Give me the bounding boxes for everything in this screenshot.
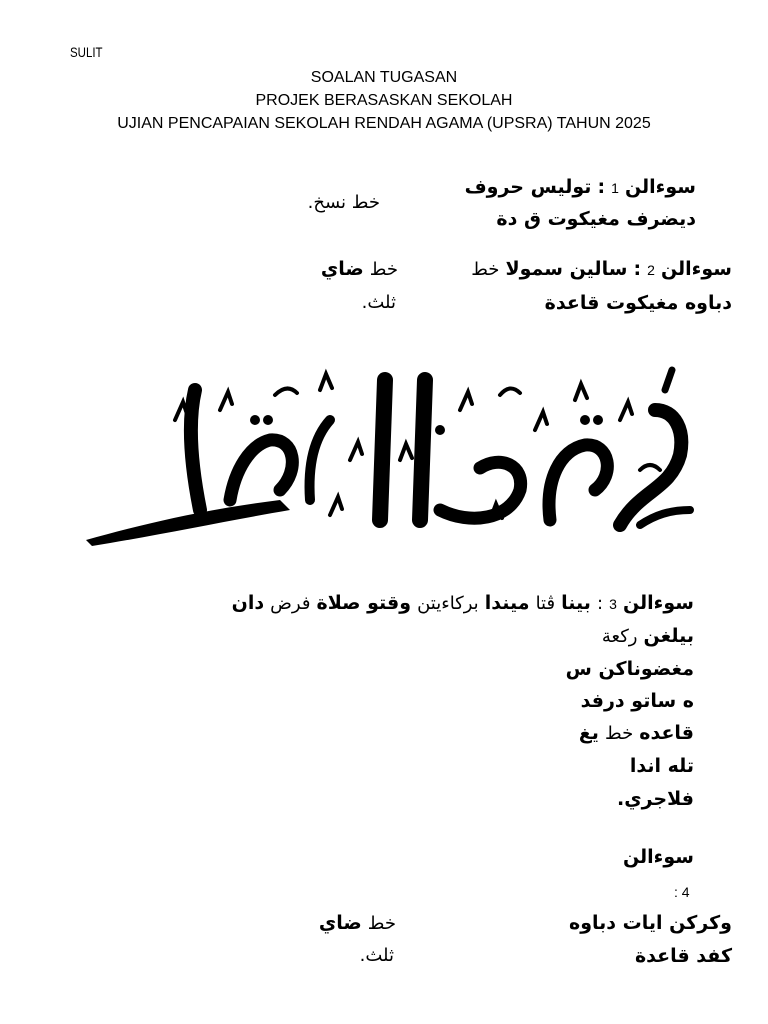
q1-line-1 xyxy=(465,176,696,198)
q3-line-5 xyxy=(579,722,694,744)
q1-line-2: ديضرف مغيكوت ق دة xyxy=(496,208,696,230)
q4-line-1: وكركن ايات دباوه xyxy=(569,912,732,934)
q2-word: سوءالن xyxy=(660,258,732,280)
q1-left-note: خط نسخ. xyxy=(307,192,380,213)
calligraphy-art xyxy=(80,350,700,560)
q3-bilangan: بيلغن xyxy=(643,625,694,647)
header-line-1: SOALAN TUGASAN xyxy=(310,69,458,86)
q3-dan: دان xyxy=(231,592,265,614)
q1-text: توليس حروف xyxy=(464,176,592,198)
q3-kaedah: قاعده xyxy=(639,722,694,744)
q2-text: سالين سمولا xyxy=(505,258,628,280)
q4-left-note-2: ثلث. xyxy=(359,945,394,966)
q3-number: 3 xyxy=(609,596,617,612)
q4-left-note-1 xyxy=(319,912,396,934)
q3-yang: يغ xyxy=(578,722,599,744)
calligraphy-surah-al-qadr xyxy=(80,350,700,560)
q4-line-2: كفد قاعدة xyxy=(634,945,732,967)
q3-rakaat: ركعة xyxy=(601,626,638,647)
q3-word: سوءالن xyxy=(622,592,694,614)
q3-cara: ڤتا xyxy=(535,593,556,614)
q3-line-4: ه ساتو درفد xyxy=(580,690,694,712)
header-line-2: PROJEK BERASASKAN SEKOLAH xyxy=(255,92,513,109)
q2-left-bold: ضاي xyxy=(320,258,364,280)
q4-left-plain: خط xyxy=(367,913,396,934)
q3-minda: ميندا xyxy=(484,592,530,614)
q1-word: سوءالن xyxy=(624,176,696,198)
q2-left-plain: خط xyxy=(369,259,398,280)
q1-number: 1 xyxy=(611,180,619,196)
q2-number: 2 xyxy=(647,262,655,278)
q3-line-6: تله اندا xyxy=(629,755,694,777)
header-line-3: UJIAN PENCAPAIAN SEKOLAH RENDAH AGAMA (UPSRA) TAHUN 2025 xyxy=(117,115,651,132)
q4-word: سوءالن xyxy=(622,846,694,868)
q1-colon: : xyxy=(597,176,606,198)
q3-waktu-solat: وقتو صلاة xyxy=(316,592,412,614)
q3-colon: : xyxy=(596,593,604,614)
q3-line-3: مغضوناكن س xyxy=(565,658,694,680)
sulit-label: SULIT xyxy=(70,44,103,60)
q3-berkaitan: بركاءيتن xyxy=(417,593,479,614)
q2-left-note-1 xyxy=(321,258,398,280)
q3-bina: بينا xyxy=(561,592,591,614)
q2-left-note-2: ثلث. xyxy=(361,292,396,313)
q3-line-1 xyxy=(232,592,694,614)
q3-line-2 xyxy=(602,625,694,647)
q3-khat: خط xyxy=(604,723,634,744)
q3-line-7: فلاجري. xyxy=(616,788,694,810)
q3-fardu: فرض xyxy=(270,593,311,614)
q2-line-1 xyxy=(471,258,732,280)
q2-colon: : xyxy=(633,258,642,280)
q4-number: : 4 xyxy=(674,884,690,900)
q2-text-plain: خط xyxy=(471,259,500,280)
q2-line-2: دباوه مغيكوت قاعدة xyxy=(544,292,732,314)
q4-left-bold: ضاي xyxy=(318,912,362,934)
